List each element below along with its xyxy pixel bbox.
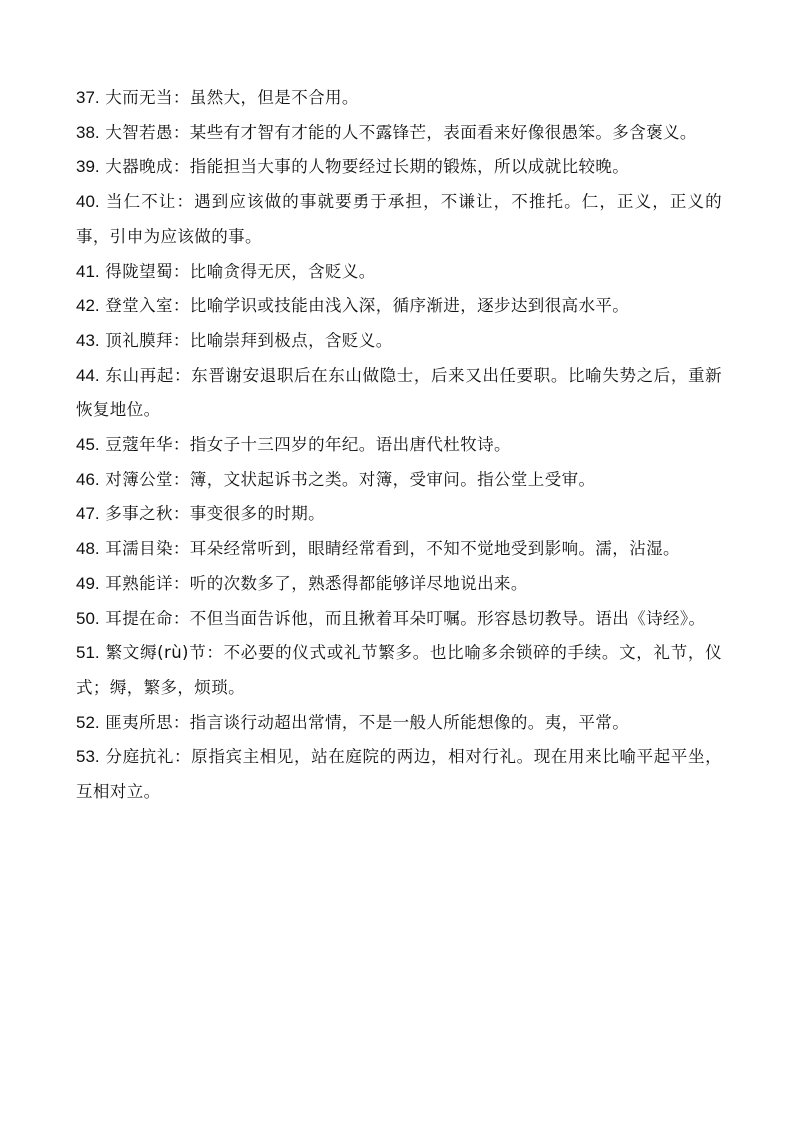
entry-text: 当仁不让：遇到应该做的事就要勇于承担，不谦让，不推托。仁，正义，正义的事，引申为应该做的事。 [76,192,722,246]
idiom-entry-51 [76,636,722,705]
entry-text: 耳熟能详：听的次数多了，熟悉得都能够详尽地说出来。 [105,573,528,593]
entry-number: 48. [76,539,100,559]
entry-text: 多事之秋：事变很多的时期。 [105,504,325,524]
entry-text: 登堂入室：比喻学识或技能由浅入深，循序渐进，逐步达到很高水平。 [105,296,630,316]
entry-text: 耳提在命：不但当面告诉他，而且揪着耳朵叮嘱。形容恳切教导。语出《诗经》。 [105,608,706,628]
entry-text: 顶礼膜拜：比喻崇拜到极点，含贬义。 [105,330,393,350]
entry-number: 38. [76,122,100,142]
entry-number: 46. [76,469,100,489]
idiom-entry-41 [76,255,722,290]
idiom-entry-49 [76,567,722,602]
entry-text: 繁文缛(rù)节：不必要的仪式或礼节繁多。也比喻多余锁碎的手续。文，礼节，仪式；缛，繁多，烦琐。 [76,643,722,697]
idiom-entry-46 [76,463,722,498]
idiom-entry-48 [76,532,722,567]
entry-number: 40. [76,192,100,212]
entry-number: 52. [76,712,100,732]
entry-text: 大智若愚：某些有才智有才能的人不露锋芒，表面看来好像很愚笨。多含褒义。 [105,122,697,142]
entry-number: 45. [76,435,100,455]
entry-text: 大器晚成：指能担当大事的人物要经过长期的锻炼，所以成就比较晚。 [105,157,630,177]
idiom-entry-43 [76,324,722,359]
entry-number: 51. [76,643,100,663]
idiom-entry-38 [76,116,722,151]
entry-number: 37. [76,88,100,107]
entry-number: 39. [76,157,100,177]
entry-number: 42. [76,296,100,316]
entry-text: 匪夷所思：指言谈行动超出常情，不是一般人所能想像的。夷，平常。 [105,712,630,732]
entry-number: 43. [76,330,100,350]
entry-number: 49. [76,573,100,593]
entry-number: 53. [76,747,100,767]
entry-text: 大而无当：虽然大，但是不合用。 [105,88,359,107]
idiom-entry-39 [76,150,722,185]
entry-text: 对簿公堂：簿，文状起诉书之类。对簿，受审问。指公堂上受审。 [105,469,596,489]
idiom-entry-52 [76,706,722,741]
entry-number: 50. [76,608,100,628]
idiom-entry-45 [76,428,722,463]
entry-number: 44. [76,365,100,385]
idiom-entry-47 [76,497,722,532]
entry-text: 耳濡目染：耳朵经常听到，眼睛经常看到，不知不觉地受到影响。濡，沾湿。 [105,539,680,559]
idiom-entry-42 [76,289,722,324]
idiom-entry-53 [76,740,722,809]
entry-number: 47. [76,504,100,524]
entry-number: 41. [76,261,100,281]
entry-text: 得陇望蜀：比喻贪得无厌，含贬义。 [105,261,376,281]
entry-text: 东山再起：东晋谢安退职后在东山做隐士，后来又出任要职。比喻失势之后，重新恢复地位。 [76,365,722,420]
idiom-entry-50 [76,602,722,637]
idiom-entry-40 [76,185,722,254]
entry-text: 豆蔻年华：指女子十三四岁的年纪。语出唐代杜牧诗。 [105,435,511,455]
idiom-entry-44 [76,359,722,428]
idiom-entry-37 [76,81,722,116]
entry-text: 分庭抗礼：原指宾主相见，站在庭院的两边，相对行礼。现在用来比喻平起平坐，互相对立。 [76,747,722,802]
